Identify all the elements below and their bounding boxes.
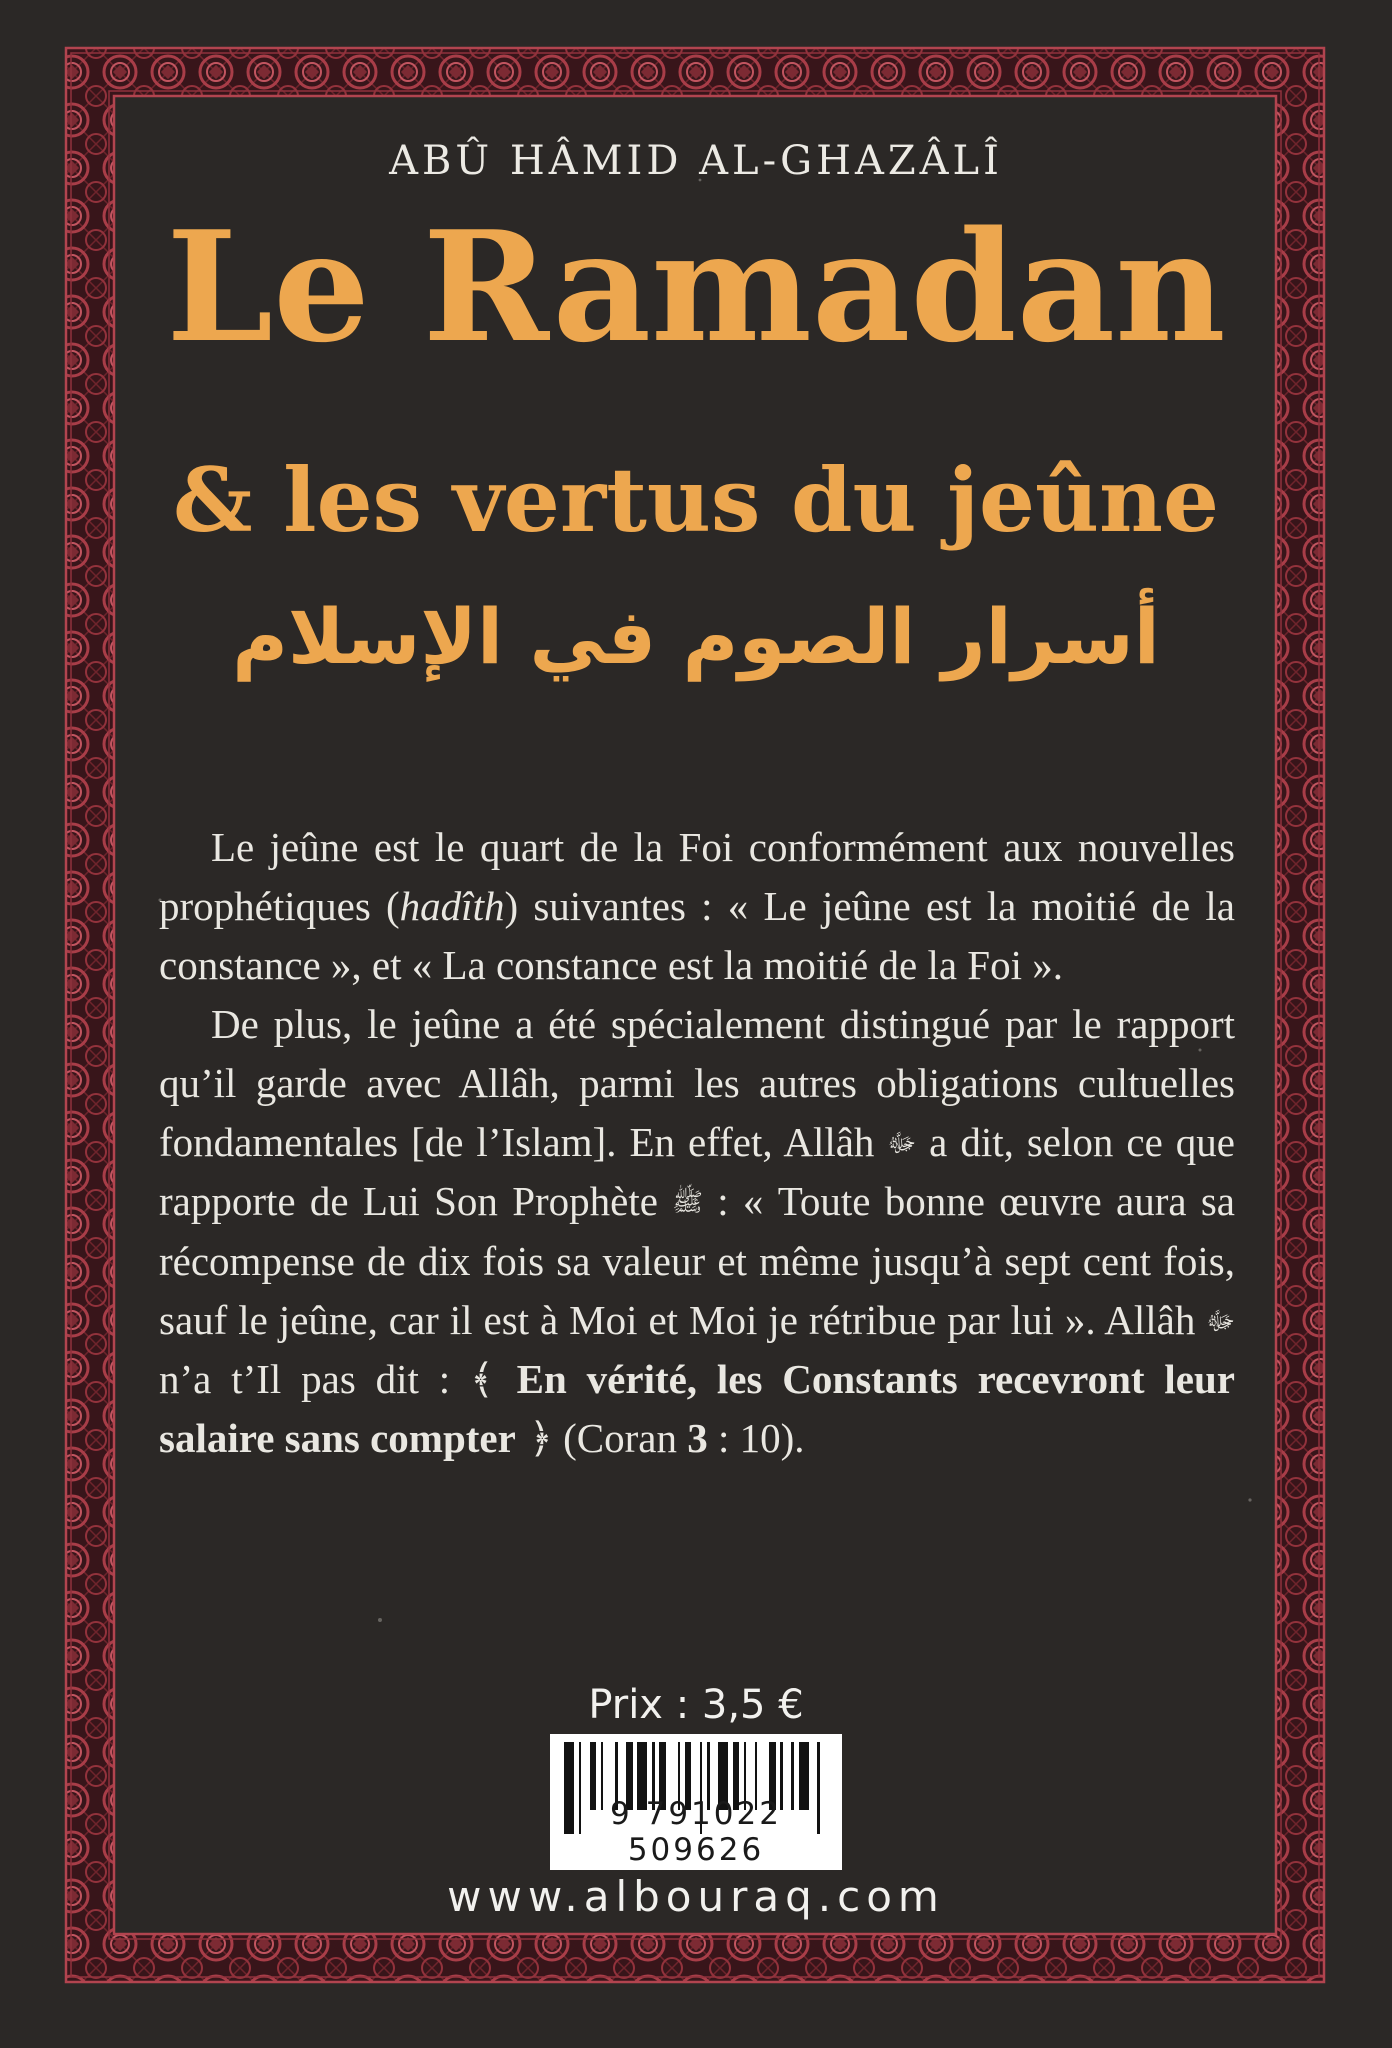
- text-segment: ﴾: [470, 1354, 517, 1403]
- text-segment: 3: [687, 1414, 708, 1461]
- text-segment: : « Toute bonne œuvre aura sa récompense de dix fois sa valeur et même jusqu’à sept cent fois, sauf le jeûne, car il est à Moi et Moi je rétribue par lui ». Allâh: [159, 1178, 1235, 1343]
- body-paragraph: [159, 995, 1235, 1468]
- body-paragraph: [159, 818, 1235, 995]
- price-label: Prix : 3,5 €: [588, 1682, 804, 1728]
- barcode-number: 9 791022 509626: [610, 1796, 782, 1868]
- publisher-website: www.albouraq.com: [447, 1872, 945, 1921]
- text-segment: n’a t’Il pas dit :: [159, 1355, 471, 1402]
- text-segment: Le jeûne est le quart de la Foi conformément aux nouvelles prophétiques (: [159, 824, 1235, 929]
- text-segment: : 10).: [707, 1414, 805, 1461]
- text-segment: ﴿: [515, 1413, 553, 1462]
- book-title-arabic: أسرار الصوم في الإسلام: [232, 592, 1160, 681]
- text-segment: ﷻ: [1206, 1304, 1235, 1335]
- author-name: ABÛ HÂMID AL-GHAZÂLÎ: [389, 138, 1003, 184]
- text-segment: (Coran: [552, 1414, 688, 1461]
- back-cover-text: [159, 818, 1235, 1468]
- book-title: Le Ramadan: [166, 197, 1226, 376]
- barcode: [550, 1734, 842, 1870]
- text-segment: En vérité, les Constants recevront leur salaire sans compter: [159, 1355, 1235, 1461]
- text-segment: hadîth: [399, 883, 505, 929]
- text-segment: ﷻ: [887, 1127, 917, 1158]
- text-segment: ) suivantes : « Le jeûne est la moitié de la constance », et « La constance est la moitié de la Foi ».: [159, 883, 1235, 988]
- text-segment: De plus, le jeûne a été spécialement distingué par le rapport qu’il garde avec Allâh, parmi les autres obligations cultuelles fondamentales [de l’Islam]. En effet, Allâh: [159, 1001, 1235, 1165]
- text-segment: ﷺ: [672, 1186, 703, 1217]
- book-subtitle: & les vertus du jeûne: [173, 448, 1219, 552]
- text-segment: a dit, selon ce que rapporte de Lui Son Prophète: [159, 1119, 1235, 1225]
